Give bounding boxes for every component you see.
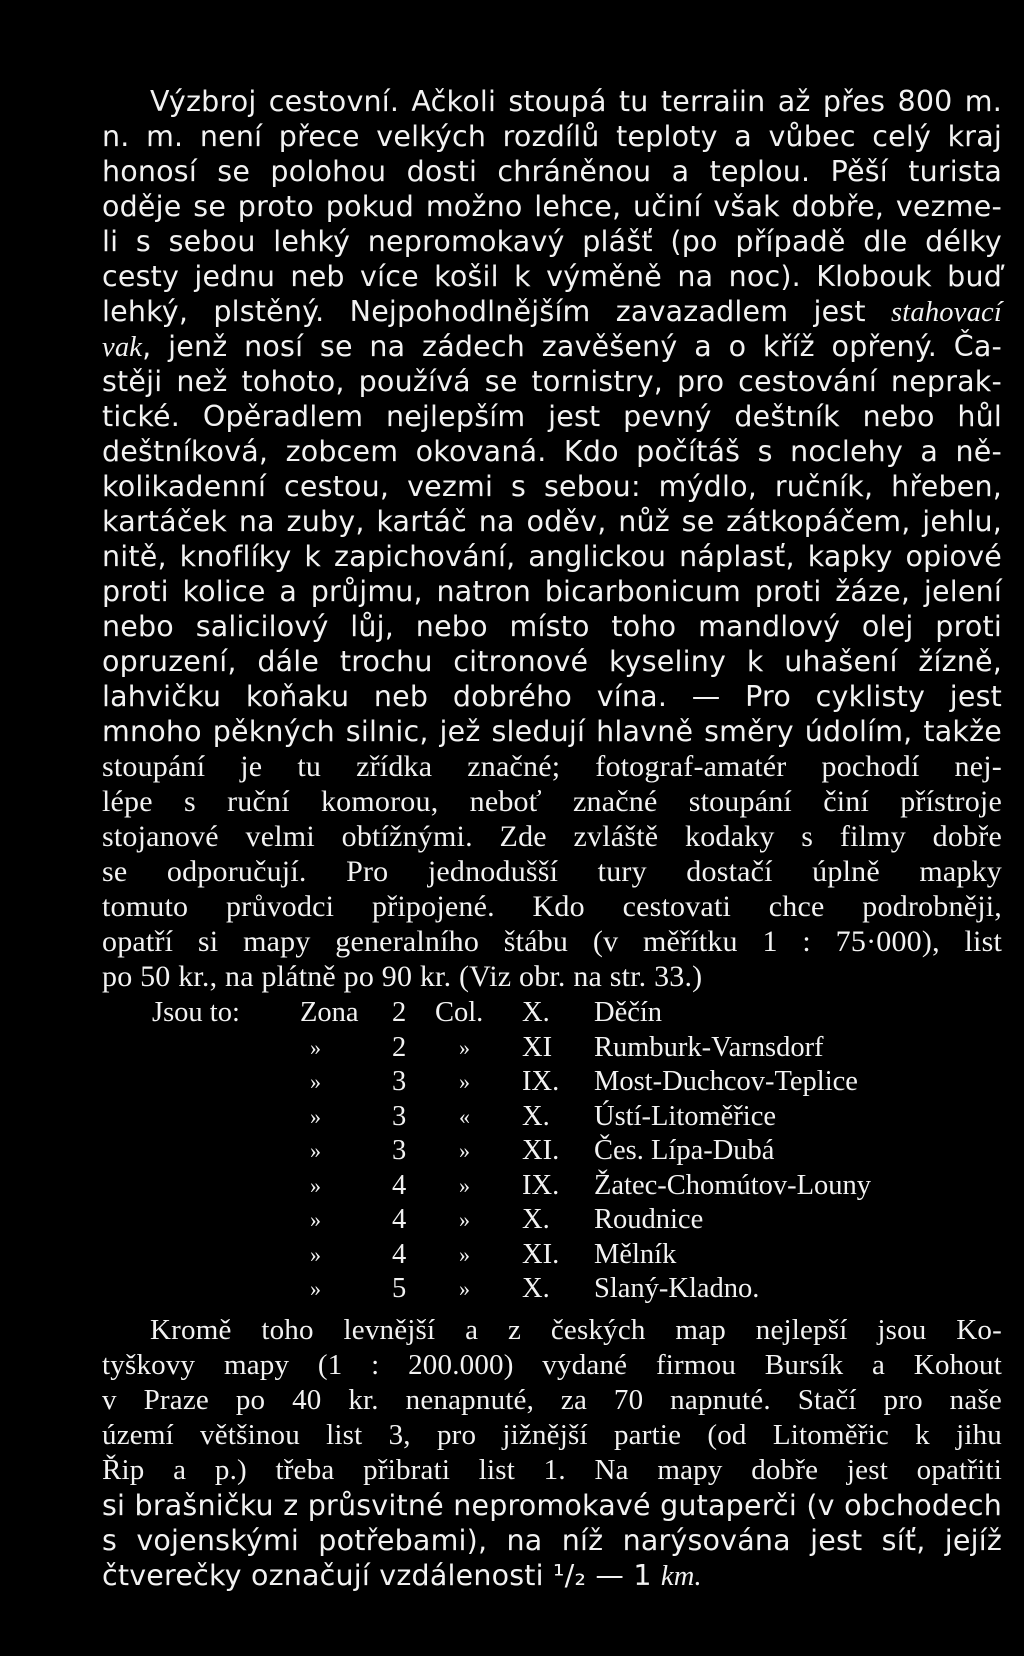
text-line: n. m. není přece velkých rozdílů teploty a vůbec celý kraj <box>102 120 1002 153</box>
zona-number: 3 <box>392 1100 407 1132</box>
text-run: , jenž nosí se na zádech zavěšený a o kříž opřený. Ča- <box>142 330 1002 363</box>
sheet-place: Rumburk-Varnsdorf <box>594 1031 824 1063</box>
ditto-mark: » <box>459 1172 470 1198</box>
text-line: opatří si mapy generalního štábu (v měřítku 1 : 75·000), list <box>102 925 1002 958</box>
zona-number: 3 <box>392 1066 407 1097</box>
text-run: — 1 <box>586 1558 661 1592</box>
ditto-mark: » <box>310 1241 321 1267</box>
text-line: stoupání je tu zřídka značné; fotograf-amatér pochodí nej- <box>102 750 1002 783</box>
text-line: kartáček na zuby, kartáč na oděv, nůž se zátkopáčem, jehlu, <box>102 505 1002 538</box>
sheet-place: Čes. Lípa-Dubá <box>594 1135 775 1166</box>
text-line: oděje se proto pokud možno lehce, učiní však dobře, vezme- <box>102 190 1002 223</box>
zona-label: Zona <box>300 997 359 1028</box>
col-roman: XI. <box>522 1135 560 1166</box>
text-line: opruzení, dále trochu citronové kyseliny k uhašení žízně, <box>102 645 1002 678</box>
text-line: lahvičku koňaku neb dobrého vína. — Pro cyklisty jest <box>102 680 1002 713</box>
text-line: tomuto průvodci připojené. Kdo cestovati chce podrobněji, <box>102 890 1002 923</box>
text-line-with-italic <box>102 294 1002 329</box>
zona-number: 4 <box>392 1169 407 1201</box>
table-row <box>102 1134 1002 1169</box>
paragraph-maps <box>102 1313 1002 1593</box>
zona-number: 2 <box>392 997 407 1028</box>
zona-number: 3 <box>392 1135 407 1166</box>
sheet-place: Mělník <box>594 1238 677 1270</box>
text-line: s vojenskými potřebami), na níž narýsována jest síť, jejíž <box>102 1523 1002 1557</box>
col-roman: X. <box>522 1273 550 1304</box>
text-line: tyškovy mapy (1 : 200.000) vydané firmou Bursík a Kohout <box>102 1348 1002 1381</box>
ditto-mark: » <box>310 1138 321 1163</box>
text-line: se odporučují. Pro jednodušší tury dostačí úplně mapky <box>102 855 1002 888</box>
paragraph-equipment <box>102 84 1002 994</box>
text-line: mnoho pěkných silnic, jež sledují hlavně směry údolím, takže <box>102 715 1002 748</box>
text-run: lehký, plstěný. Nejpohodlnějším zavazadlem jest <box>102 295 866 328</box>
ditto-mark: » <box>459 1241 470 1267</box>
text-line-with-italic <box>102 329 1002 364</box>
text-line-final <box>102 1558 1002 1593</box>
book-page <box>102 84 1002 1593</box>
text-line: lépe s ruční komorou, neboť značné stoupání činí přístroje <box>102 785 1002 818</box>
ditto-mark: » <box>310 1172 321 1198</box>
text-line: stojanové velmi obtížnými. Zde zvláště kodaky s filmy dobře <box>102 820 1002 853</box>
col-roman: X. <box>522 997 550 1028</box>
table-row <box>102 1065 1002 1100</box>
fraction: ¹/₂ <box>553 1558 587 1592</box>
col-roman: XI <box>522 1031 553 1063</box>
sheet-place: Roudnice <box>594 1204 704 1235</box>
sheet-place: Slaný-Kladno. <box>594 1273 760 1304</box>
text-line: deštníková, zobcem okovaná. Kdo počítáš s noclehy a ně- <box>102 435 1002 468</box>
col-label: Col. <box>435 997 484 1028</box>
text-line: tické. Opěradlem nejlepším jest pevný deštník nebo hůl <box>102 400 1002 433</box>
ditto-mark: » <box>459 1069 470 1094</box>
col-roman: XI. <box>522 1238 560 1270</box>
ditto-mark: » <box>310 1276 321 1301</box>
text-line: si brašničku z průsvitné nepromokavé gutaperči (v obchodech <box>102 1488 1002 1522</box>
ditto-mark: » <box>310 1103 321 1129</box>
table-row <box>102 1203 1002 1238</box>
col-roman: X. <box>522 1204 550 1235</box>
map-sheet-table <box>102 996 1002 1307</box>
text-line: honosí se polohou dosti chráněnou a teplou. Pěší turista <box>102 155 1002 188</box>
ditto-mark: « <box>459 1103 470 1129</box>
text-line: území většinou list 3, pro jižnější partie (od Litoměřic k jihu <box>102 1418 1002 1451</box>
ditto-mark: » <box>310 1207 321 1232</box>
text-line: cesty jednu neb více košil k výměně na noc). Klobouk buď <box>102 260 1002 293</box>
text-line: nitě, knoflíky k zapichování, anglickou náplasť, kapky opiové <box>102 540 1002 573</box>
ditto-mark: » <box>310 1034 321 1060</box>
table-lead: Jsou to: <box>152 997 240 1028</box>
col-roman: IX. <box>522 1169 560 1201</box>
ditto-mark: » <box>459 1138 470 1163</box>
text-line: proti kolice a průjmu, natron bicarbonicum proti žáze, jelení <box>102 575 1002 608</box>
table-row <box>102 1031 1002 1066</box>
ditto-mark: » <box>459 1034 470 1060</box>
text-line: nebo salicilový lůj, nebo místo toho mandlový olej proti <box>102 610 1002 643</box>
sheet-place: Ústí-Litoměřice <box>594 1100 777 1132</box>
text-line: Řip a p.) třeba přibrati list 1. Na mapy dobře jest opatřiti <box>102 1453 1002 1486</box>
table-row <box>102 1169 1002 1204</box>
text-line: Výzbroj cestovní. Ačkoli stoupá tu terraiin až přes 800 m. <box>150 85 1002 118</box>
ditto-mark: » <box>459 1207 470 1232</box>
ditto-mark: » <box>459 1276 470 1301</box>
table-row <box>102 1100 1002 1135</box>
sheet-place: Most-Duchcov-Teplice <box>594 1066 858 1097</box>
text-line: Kromě toho levnější a z českých map nejlepší jsou Ko- <box>150 1313 1002 1346</box>
text-line: li s sebou lehký nepromokavý plášť (po případě dle délky <box>102 225 1002 258</box>
table-row <box>102 1272 1002 1307</box>
zona-number: 4 <box>392 1204 407 1235</box>
zona-number: 2 <box>392 1031 407 1063</box>
zona-number: 4 <box>392 1238 407 1270</box>
sheet-place: Žatec-Chomútov-Louny <box>594 1169 872 1201</box>
italic-term-vak: vak <box>102 332 143 363</box>
text-line: stěji než tohoto, používá se tornistry, pro cestování neprak- <box>102 365 1002 398</box>
ditto-mark: » <box>310 1069 321 1094</box>
table-row <box>102 1238 1002 1273</box>
table-row <box>102 996 1002 1031</box>
col-roman: IX. <box>522 1066 560 1097</box>
text-line: v Praze po 40 kr. nenapnuté, za 70 napnuté. Stačí pro naše <box>102 1383 1002 1416</box>
text-line: po 50 kr., na plátně po 90 kr. (Viz obr. na str. 33.) <box>102 960 703 993</box>
text-line: kolikadenní cestou, vezmi s sebou: mýdlo, ručník, hřeben, <box>102 470 1002 503</box>
italic-term: stahovací <box>890 297 1002 328</box>
zona-number: 5 <box>392 1273 407 1304</box>
text-run: čtverečky označují vzdálenosti <box>102 1558 554 1592</box>
unit-km: km. <box>660 1560 702 1592</box>
col-roman: X. <box>522 1100 550 1132</box>
sheet-place: Děčín <box>594 997 663 1028</box>
